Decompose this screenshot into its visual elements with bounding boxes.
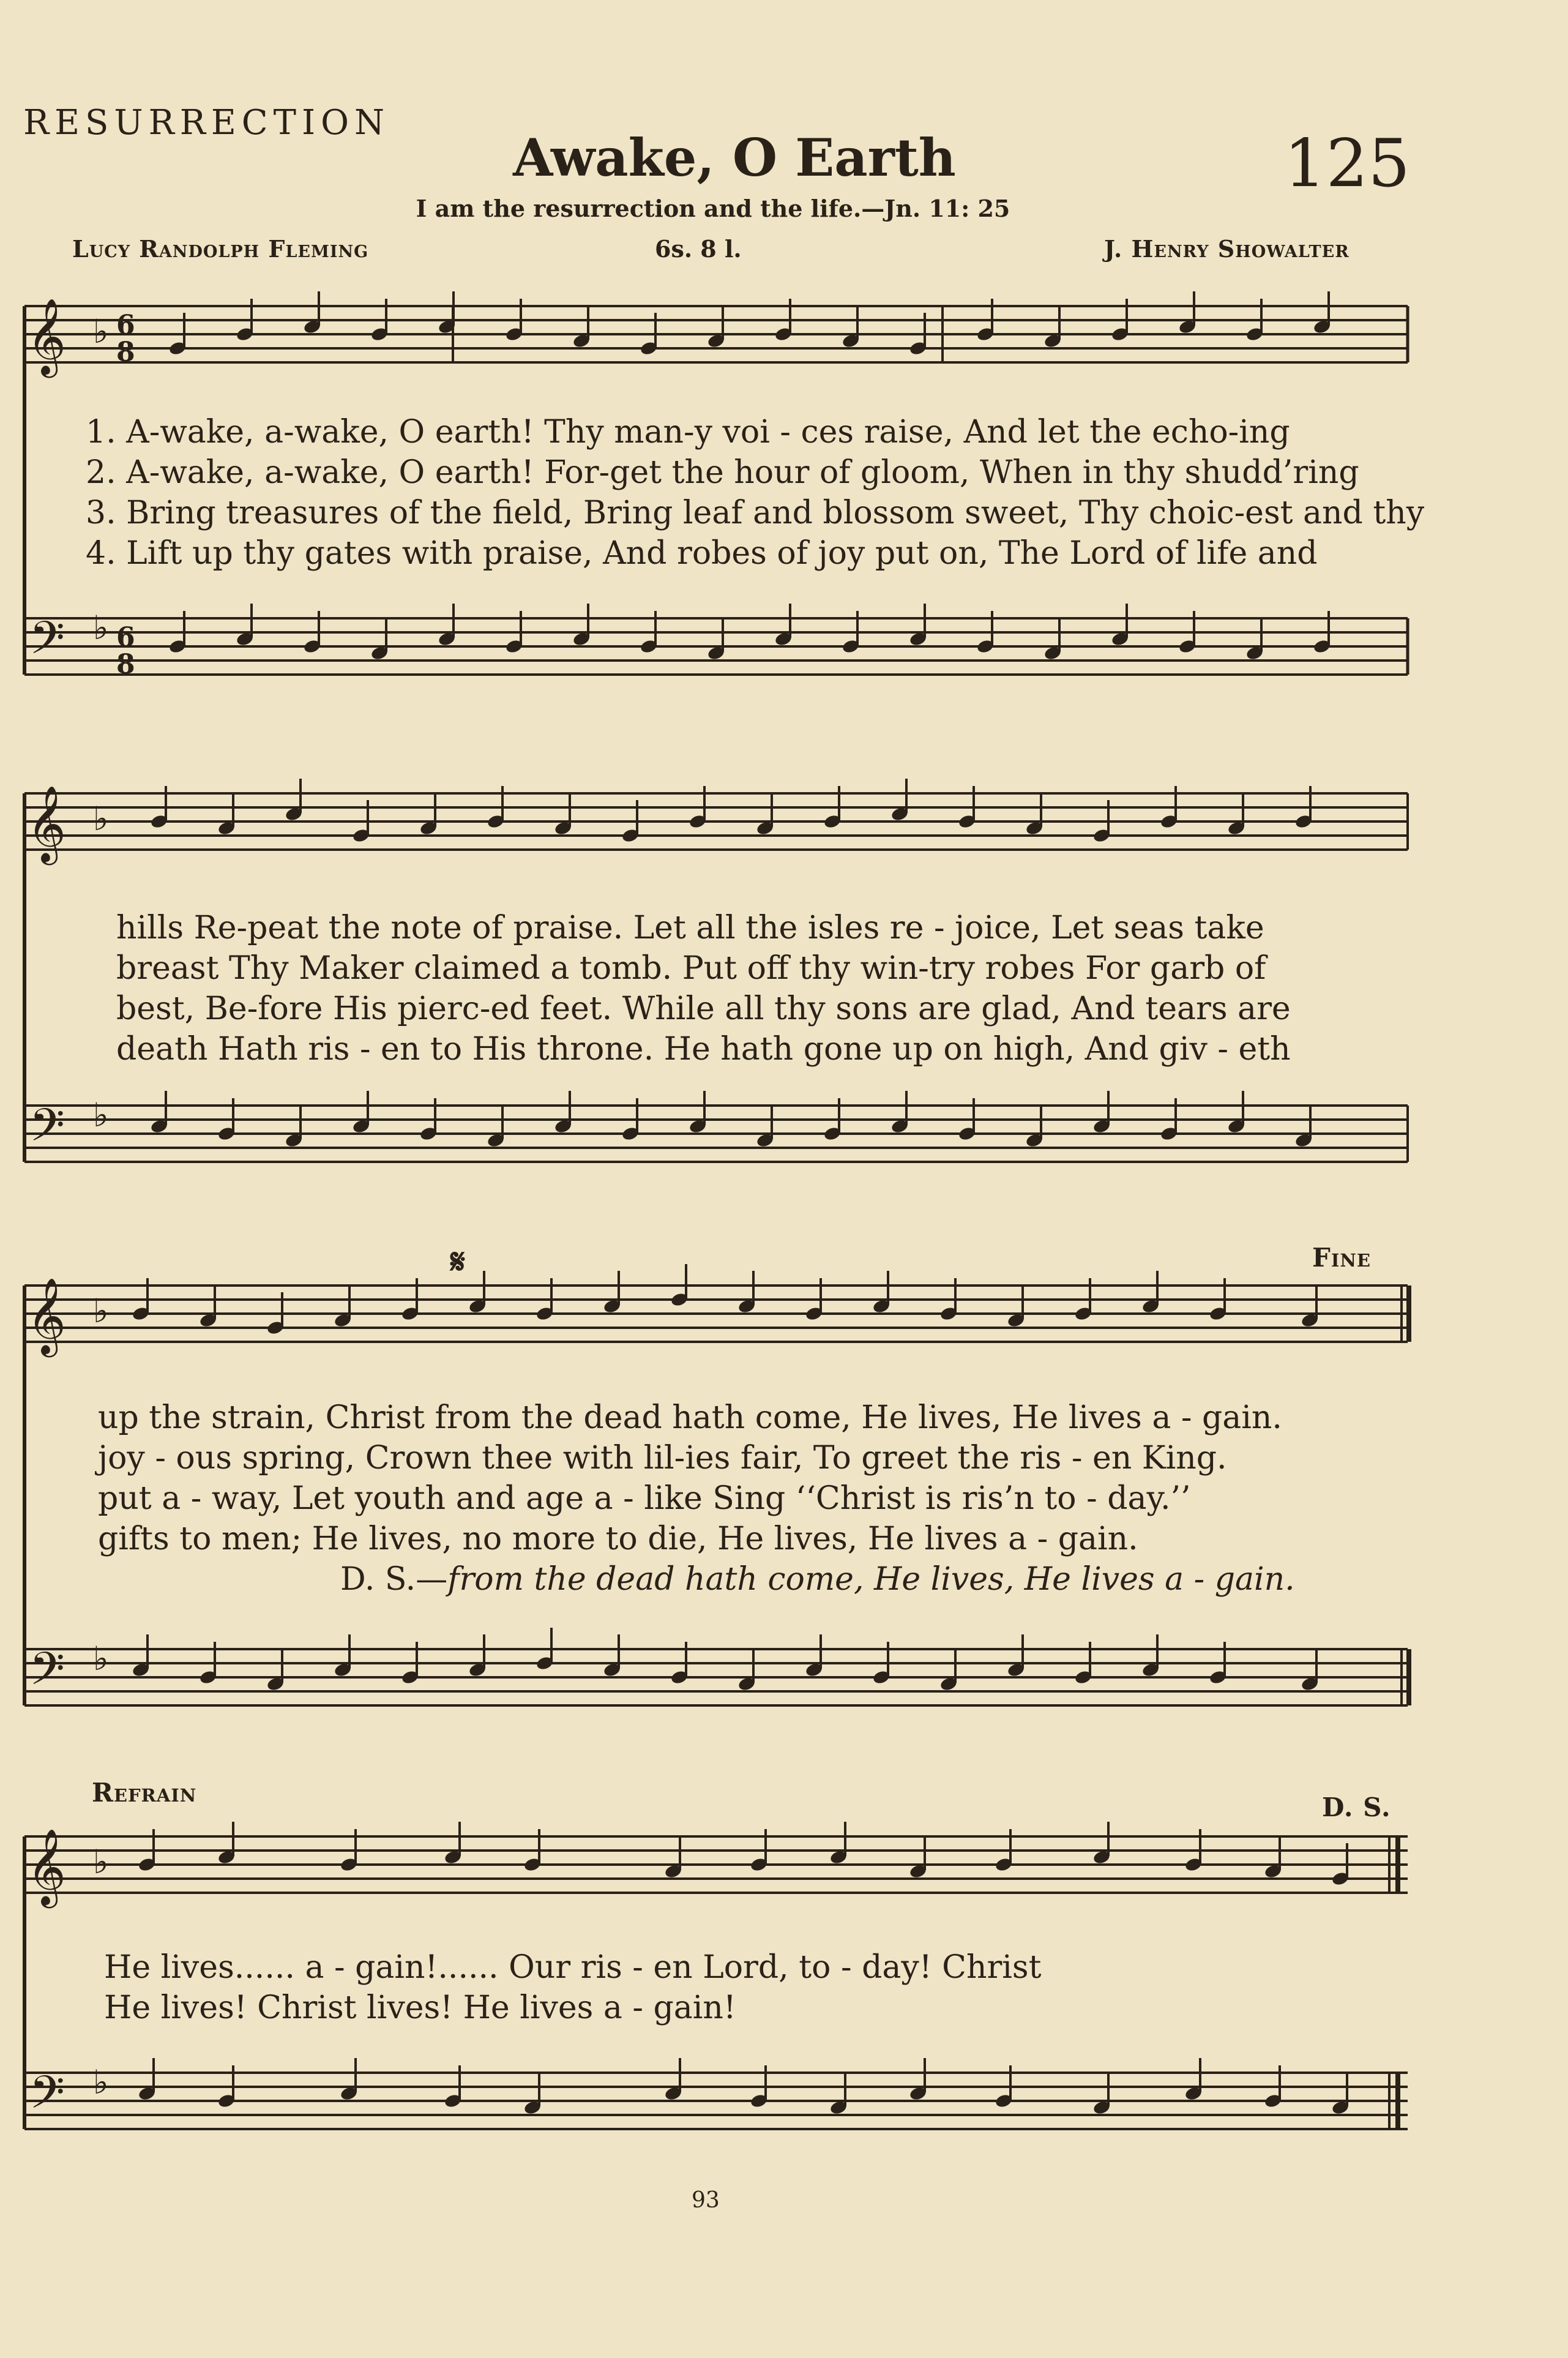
meter: 6s. 8 l. — [655, 235, 742, 263]
refrain-label: Refrain — [92, 1778, 197, 1808]
lyric-line: joy - ous spring, Crown thee with lil-ies fair, To greet the ris - en King. — [98, 1440, 1227, 1477]
svg-text:♭: ♭ — [93, 608, 109, 647]
hymn-title: Awake, O Earth — [513, 127, 956, 188]
svg-text:♭: ♭ — [93, 1843, 109, 1881]
ds-mark: D. S. — [1322, 1792, 1391, 1822]
lyric-line: 4. Lift up thy gates with praise, And robes of joy put on, The Lord of life and — [86, 535, 1318, 572]
svg-text:6: 6 — [116, 622, 135, 653]
lyric-line: death Hath ris - en to His throne. He hath gone up on high, And giv - eth — [116, 1031, 1291, 1068]
lyric-line: best, Be-fore His pierc-ed feet. While all thy sons are glad, And tears are — [116, 990, 1291, 1027]
composer-credit: J. Henry Showalter — [1104, 235, 1350, 263]
svg-text:𝄢: 𝄢 — [29, 2066, 65, 2130]
svg-text:𝄞: 𝄞 — [27, 1828, 66, 1905]
author-credit: Lucy Randolph Fleming — [72, 235, 369, 263]
section-topic: RESURRECTION — [23, 103, 390, 143]
svg-text:♭: ♭ — [93, 2063, 109, 2102]
lyric-line: put a - way, Let youth and age a - like Sing ‘‘Christ is ris’n to - day.’’ — [98, 1480, 1191, 1517]
svg-text:𝄞: 𝄞 — [27, 785, 66, 862]
refrain-lyric-line: He lives...... a - gain!...... Our ris - en Lord, to - day! Christ — [104, 1949, 1042, 1986]
ds-lyric-line — [340, 1561, 1295, 1598]
page-number: 93 — [692, 2188, 720, 2213]
lyric-line: hills Re-peat the note of praise. Let all the isles re - joice, Let seas take — [116, 910, 1264, 946]
svg-text:6: 6 — [116, 310, 135, 341]
svg-text:♭: ♭ — [93, 1096, 109, 1134]
lyric-line: 2. A-wake, a-wake, O earth! For-get the hour of gloom, When in thy shudd’ring — [86, 454, 1359, 491]
refrain-lyric-line: He lives! Christ lives! He lives a - gain! — [104, 1989, 736, 2026]
scripture-reference: I am the resurrection and the life.—Jn. 11: 25 — [416, 195, 1010, 222]
ds-prefix: D. S.— — [340, 1561, 448, 1598]
svg-text:8: 8 — [116, 337, 135, 368]
lyric-line: gifts to men; He lives, no more to die, He lives, He lives a - gain. — [98, 1521, 1138, 1557]
svg-text:♭: ♭ — [93, 312, 109, 351]
lyric-line: 1. A-wake, a-wake, O earth! Thy man-y voi - ces raise, And let the echo-ing — [86, 414, 1290, 451]
ds-text: from the dead hath come, He lives, He lives a - gain. — [447, 1561, 1295, 1598]
svg-text:♭: ♭ — [93, 1292, 109, 1330]
svg-text:8: 8 — [116, 649, 135, 680]
svg-text:♭: ♭ — [93, 1639, 109, 1678]
svg-text:𝄢: 𝄢 — [29, 1099, 65, 1163]
svg-text:𝄢: 𝄢 — [29, 1642, 65, 1707]
svg-text:𝄞: 𝄞 — [27, 1278, 66, 1354]
lyric-line: 3. Bring treasures of the field, Bring leaf and blossom sweet, Thy choic-est and thy — [86, 495, 1425, 531]
svg-text:𝄞: 𝄞 — [27, 298, 66, 375]
svg-text:𝄢: 𝄢 — [29, 612, 65, 676]
fine-mark: Fine — [1312, 1243, 1371, 1273]
segno-sign: 𝄋 — [450, 1241, 466, 1282]
lyric-line: up the strain, Christ from the dead hath come, He lives, He lives a - gain. — [98, 1399, 1282, 1436]
lyric-line: breast Thy Maker claimed a tomb. Put off thy win-try robes For garb of — [116, 950, 1266, 987]
svg-text:♭: ♭ — [93, 799, 109, 838]
hymn-number: 125 — [1283, 125, 1410, 202]
